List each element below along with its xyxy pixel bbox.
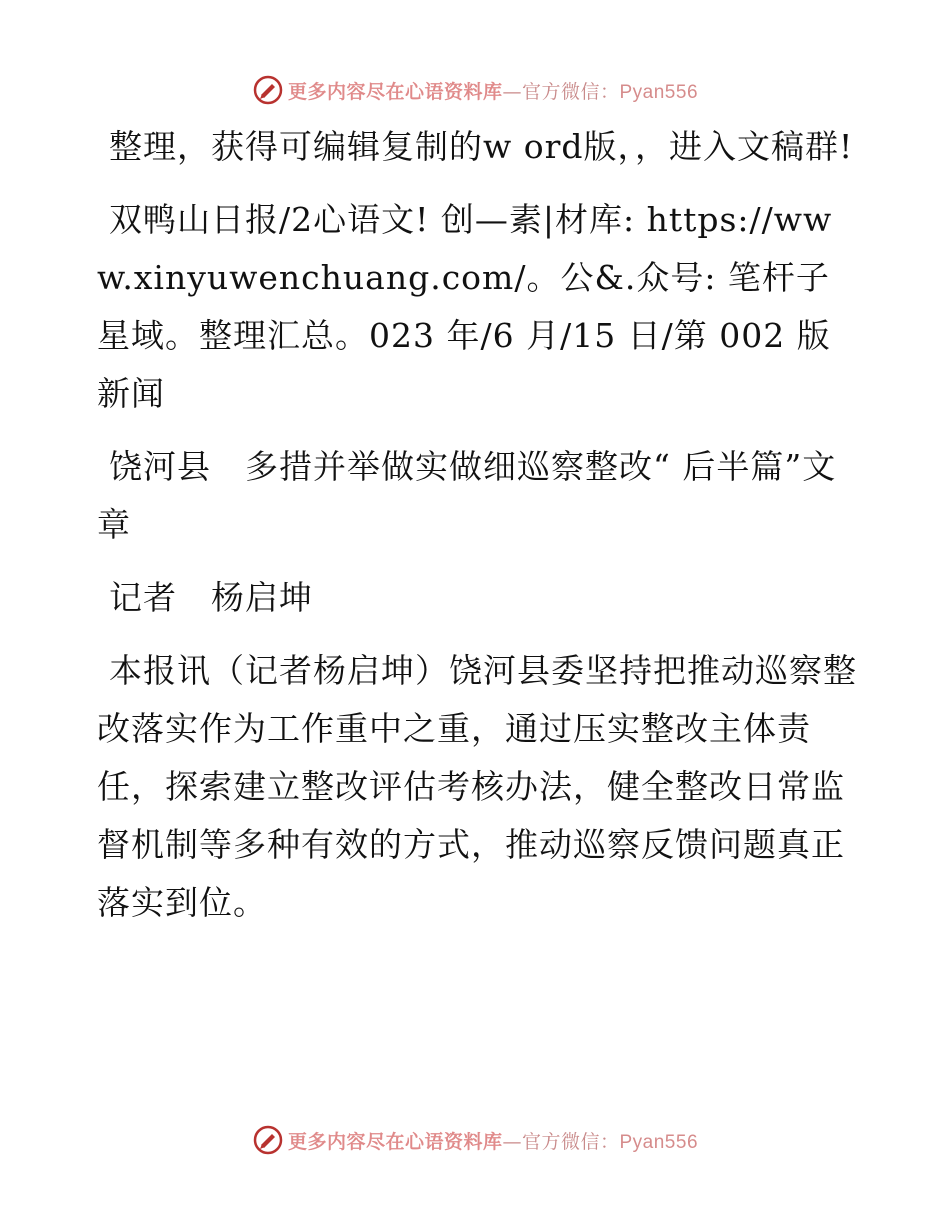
banner-site-name: 更多内容尽在心语资料库 xyxy=(287,80,503,103)
banner-site-name: 更多内容尽在心语资料库 xyxy=(287,1130,503,1153)
header-watermark-banner xyxy=(0,70,950,110)
article-headline: 饶河县 多措并举做实做细巡察整改“ 后半篇”文章 xyxy=(97,447,837,544)
article-byline: 记者 杨启坤 xyxy=(109,578,313,617)
banner-wechat-id: Pyan556 xyxy=(619,81,699,103)
article-lead-paragraph: 本报讯（记者杨启坤）饶河县委坚持把推动巡察整改落实作为工作重中之重，通过压实整改主体责任，探索建立整改评估考核办法，健全整改日常监督机制等多种有效的方式，推动巡察反馈问题真正落实到位。 xyxy=(97,651,857,922)
brand-logo-icon xyxy=(252,1124,284,1156)
paragraph-source-dateline: 双鸭山日报/2心语文! 创—素|材库: https://www.xinyuwenchuang.com/。公&.众号: 笔杆子星域。整理汇总。023 年/6 月/15 日/第 002 版新闻 xyxy=(97,200,833,413)
banner-wechat-label: 官方微信： xyxy=(521,80,620,103)
brand-logo-icon xyxy=(252,74,284,106)
banner-separator: — xyxy=(502,1130,522,1153)
banner-separator: — xyxy=(502,80,522,103)
banner-wechat-id: Pyan556 xyxy=(619,1131,699,1153)
document-body xyxy=(97,118,857,947)
banner-wechat-label: 官方微信： xyxy=(521,1130,620,1153)
footer-watermark-banner xyxy=(0,1120,950,1160)
paragraph-intro: 整理，获得可编辑复制的w ord版，，进入文稿群! xyxy=(109,127,854,166)
